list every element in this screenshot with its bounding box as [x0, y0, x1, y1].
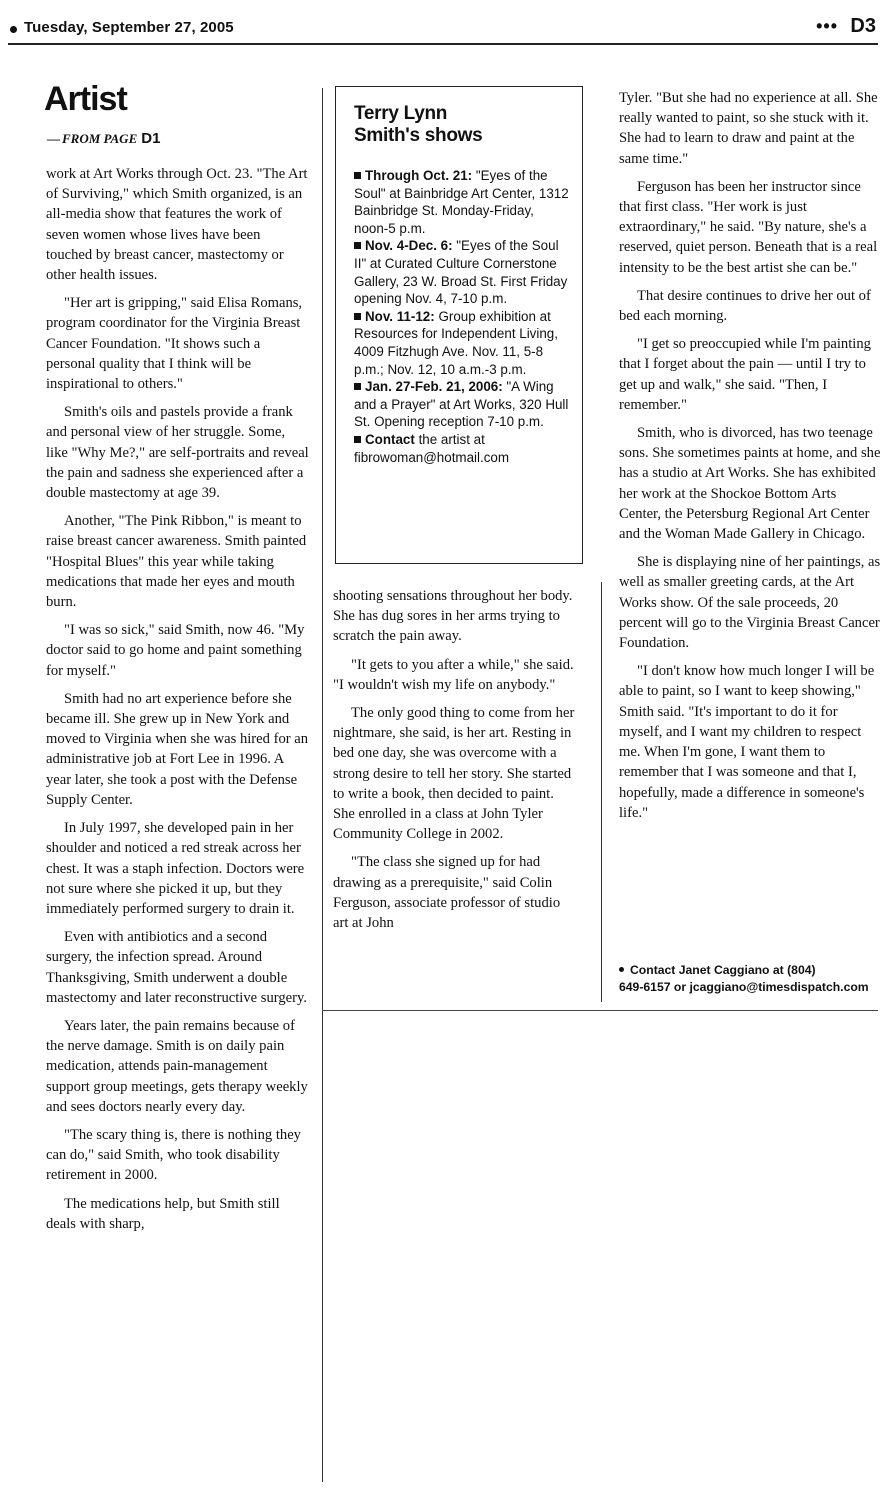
- bullet-icon: [619, 967, 624, 972]
- show-text: "Eyes of the Soul II" at Curated Culture Cornerstone Gallery, 23 W. Broad St. First Friday opening Nov. 4, 7-10 p.m.: [354, 238, 568, 307]
- paragraph: Smith had no art experience before she became ill. She grew up in New York and moved to Virginia when she was hired for an administrative job at Fort Lee in 1996. A year later, she took a post with the Defense Supply Center.: [46, 690, 309, 808]
- paragraph: In July 1997, she developed pain in her shoulder and noticed a red streak across her chest. It was a staph infection. Doctors were not sure where she picked it up, but they immediately performed surgery to drain it.: [46, 820, 305, 917]
- show-date: Contact: [365, 431, 415, 447]
- shows-sidebar-box: [335, 86, 583, 564]
- paragraph: "Her art is gripping," said Elisa Romans, program coordinator for the Virginia Breast Cancer Foundation. "It shows such a personal quality that I think will be inspirational to others.": [46, 295, 303, 393]
- paragraph: "It gets to you after a while," she said. "I wouldn't wish my life on anybody.": [333, 656, 574, 693]
- article-column-3: [619, 88, 881, 831]
- sidebar-title-line: Terry Lynn: [354, 103, 448, 124]
- paragraph: work at Art Works through Oct. 23. "The Art of Surviving," which Smith organized, is an all-media show that features the work of seven women whose lives have been touched by breast cancer, mastectomy or other health issues.: [46, 166, 308, 284]
- bullet-icon: [10, 26, 17, 33]
- square-bullet-icon: [354, 383, 361, 390]
- sidebar-title-line: Smith's shows: [354, 125, 483, 146]
- square-bullet-icon: [354, 172, 361, 179]
- header-rule: [8, 43, 878, 45]
- paragraph: Smith's oils and pastels provide a frank and personal view of her struggle. Some, like "Why Me?," are self-portraits and reveal the pain and sadness she experienced after a double mastectomy at age 39.: [46, 404, 309, 502]
- sidebar-title: [354, 103, 570, 147]
- contact-line: [619, 962, 881, 979]
- jump-line: [47, 130, 160, 147]
- show-item: [354, 308, 570, 378]
- show-item: [354, 167, 570, 237]
- headline: Artist: [44, 80, 127, 118]
- show-date: Jan. 27-Feb. 21, 2006:: [365, 379, 503, 395]
- paragraph: The medications help, but Smith still deals with sharp,: [46, 1195, 280, 1232]
- paragraph: Smith, who is divorced, has two teenage sons. She sometimes paints at home, and she has a studio at Art Works. She has exhibited her work at the Shockoe Bottom Arts Center, the Petersburg Regional Art Center and the Woman Made Gallery in Chicago.: [619, 425, 881, 543]
- paragraph: "I get so preoccupied while I'm painting that I forget about the pain — until I try to get up and walk," she said. "Then, I remember.": [619, 336, 871, 413]
- reporter-contact: [619, 962, 881, 996]
- paragraph: Even with antibiotics and a second surgery, the infection spread. Around Thanksgiving, Smith underwent a double mastectomy and later reconstructive surgery.: [46, 929, 307, 1006]
- paragraph: shooting sensations throughout her body. She has dug sores in her arms trying to scratch the pain away.: [333, 588, 573, 645]
- contact-line: 649-6157 or jcaggiano@timesdispatch.com: [619, 980, 869, 994]
- show-date: Nov. 4-Dec. 6:: [365, 238, 453, 254]
- paragraph: "The class she signed up for had drawing as a prerequisite," said Colin Ferguson, associate professor of studio art at John: [333, 854, 561, 932]
- section-rule: [322, 1010, 878, 1011]
- square-bullet-icon: [354, 242, 361, 249]
- paragraph: She is displaying nine of her paintings, as well as smaller greeting cards, at the Art Works show. Of the sale proceeds, 20 percent will go to the Virginia Breast Cancer Foundation.: [619, 554, 881, 652]
- show-text: "Eyes of the Soul" at Bainbridge Art Center, 1312 Bainbridge St. Monday-Friday, noon-5 p.m.: [354, 168, 569, 236]
- jump-from: FROM PAGE: [62, 131, 138, 146]
- paragraph: "I was so sick," said Smith, now 46. "My doctor said to go home and paint something for myself.": [46, 622, 305, 679]
- paragraph: Ferguson has been her instructor since that first class. "Her work is just extraordinary," he said. "By nature, she's a reserved, quiet person. Beneath that is a real intensity to be the best artist she can be.": [619, 178, 878, 276]
- show-text: "A Wing and a Prayer" at Art Works, 320 Hull St. Opening reception 7-10 p.m.: [354, 379, 569, 430]
- square-bullet-icon: [354, 436, 361, 443]
- column-divider: [601, 582, 602, 1002]
- paragraph: "I don't know how much longer I will be able to paint, so I want to keep showing," Smith said. "It's important to do it for myself, and I want my children to respect me. When I'm gone, I want them to remember that I was someone and that I, hopefully, made a difference in someone's life.": [619, 663, 875, 821]
- paragraph: That desire continues to drive her out of bed each morning.: [619, 287, 871, 325]
- issue-date: Tuesday, September 27, 2005: [24, 19, 234, 36]
- page-header: [8, 15, 878, 44]
- contact-text: Contact Janet Caggiano at (804): [630, 963, 816, 977]
- article-column-1: [46, 164, 310, 1242]
- article-column-2: [333, 586, 579, 941]
- show-item: [354, 431, 570, 466]
- paragraph: Tyler. "But she had no experience at all. She really wanted to paint, so she stuck with it. She had to learn to draw and paint at the same time.": [619, 90, 878, 167]
- paragraph: The only good thing to come from her nightmare, she said, is her art. Resting in bed one day, she was overcome with a strong desire to tell her story. She started to write a book, then decided to paint. She enrolled in a class at John Tyler Community College in 2002.: [333, 705, 575, 843]
- jump-page: D1: [141, 130, 161, 147]
- paragraph: Years later, the pain remains because of the nerve damage. Smith is on daily pain medication, attends pain-management support group meetings, gets therapy weekly and sees doctors nearly every day.: [46, 1017, 308, 1115]
- show-text: the artist at fibrowoman@hotmail.com: [354, 431, 509, 465]
- show-item: [354, 378, 570, 431]
- jump-dash: —: [47, 131, 60, 146]
- paragraph: Another, "The Pink Ribbon," is meant to raise breast cancer awareness. Smith painted "Hospital Blues" this year while taking medications that made her eyes and mouth burn.: [46, 513, 307, 611]
- square-bullet-icon: [354, 313, 361, 320]
- paragraph: "The scary thing is, there is nothing they can do," said Smith, who took disability retirement in 2000.: [46, 1126, 301, 1184]
- show-date: Nov. 11-12:: [365, 308, 435, 324]
- page-number: D3: [850, 15, 876, 37]
- header-dots: •••: [816, 16, 838, 36]
- show-item: [354, 237, 570, 307]
- column-divider: [322, 88, 323, 1482]
- show-text: Group exhibition at Resources for Independent Living, 4009 Fitzhugh Ave. Nov. 11, 5-8 p.m.; Nov. 12, 10 a.m.-3 p.m.: [354, 308, 558, 377]
- show-date: Through Oct. 21:: [365, 168, 473, 183]
